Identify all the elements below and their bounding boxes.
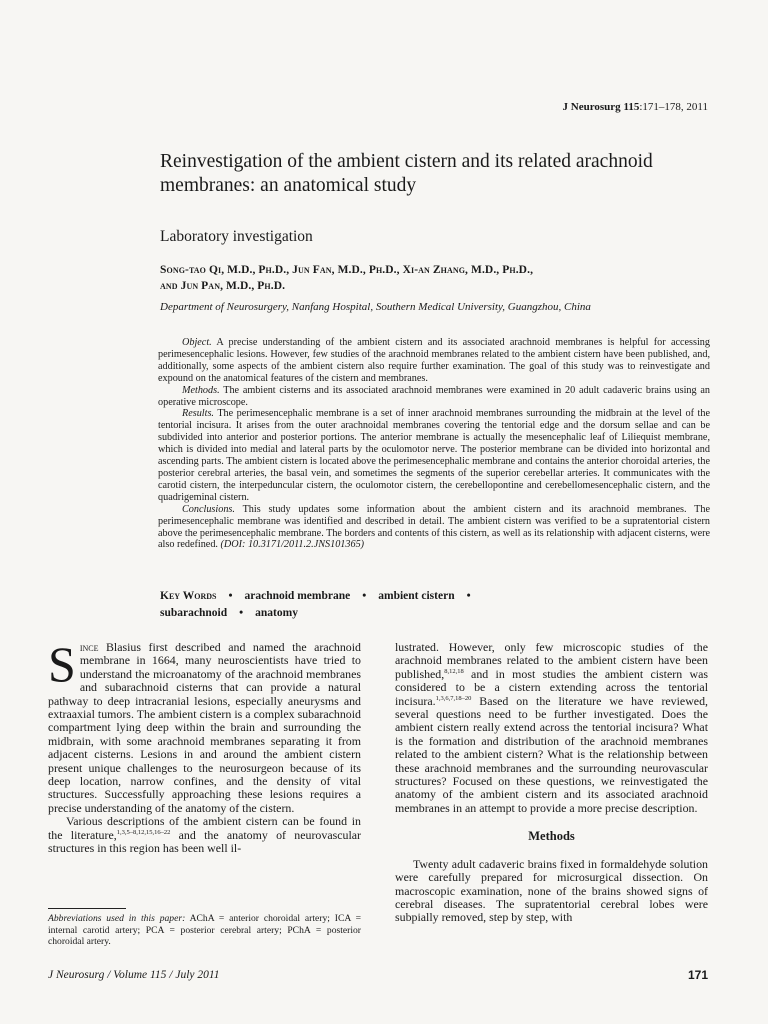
keywords-label: Key Words (160, 590, 217, 602)
citation-ref[interactable]: 8,12,18 (444, 667, 464, 675)
drop-cap: S (48, 636, 76, 692)
article-type: Laboratory investigation (160, 228, 313, 245)
body-text: lustrated. However, only few microscopic studies of the arachnoid membranes related to the ambient cistern have been published, (395, 640, 708, 681)
abstract-object (158, 337, 710, 385)
keyword-item: anatomy (255, 607, 298, 619)
journal-citation (563, 101, 708, 113)
abstract-conclusions-label: Conclusions. (182, 503, 235, 515)
page-number: 171 (687, 968, 708, 982)
body-text: Based on the literature we have reviewed, several questions need to be further investigated. Does the ambient cistern really extend across the tentorial incisura? What is the formation and distribution of the arachnoid membranes related to the ambient cistern? What is the relationship between these arachnoid membranes and the surrounding neurovascular structures? Focused on these questions, we reinvestigated the anatomy of the ambient cistern and its associated arachnoid membranes in an attempt to provide a more precise description. (395, 693, 708, 815)
body-column-right (395, 641, 708, 925)
bullet-separator: • (466, 590, 471, 602)
abstract-methods-label: Methods. (182, 384, 220, 396)
body-paragraph (395, 641, 708, 815)
bullet-separator: • (228, 590, 233, 602)
intro-paragraph (48, 636, 361, 815)
journal-pages-year: :171–178, 2011 (639, 101, 708, 113)
abstract-object-text: A precise understanding of the ambient cistern and its associated arachnoid membranes is helpful for accessing perimesencephalic lesions. However, few studies of the arachnoid membranes related to the ambient cistern have been published, and, additionally, some aspects of the ambient cistern also require further examination. The goal of this study was to reinvestigate and expound on the anatomical features of the cistern and membranes. (158, 337, 710, 384)
doi-link[interactable]: (DOI: 10.3171/2011.2.JNS101365) (217, 539, 365, 551)
citation-ref[interactable]: 1,3,6,7,18–20 (435, 694, 472, 702)
abstract-methods-text: The ambient cisterns and its associated arachnoid membranes were examined in 20 adult cadaveric brains using an operative microscope. (158, 384, 710, 408)
body-column-left (48, 636, 361, 856)
keywords (160, 588, 720, 622)
journal-volume: 115 (623, 101, 640, 113)
methods-paragraph: Twenty adult cadaveric brains fixed in formaldehyde solution were carefully prepared for microsurgical dissection. On macroscopic examination, none of the brains showed signs of cerebral diseases. The supratentorial cerebral lobes were subpially removed, step by step, with (395, 856, 708, 925)
abstract-results-label: Results. (182, 408, 214, 420)
bullet-separator: • (239, 607, 244, 619)
keyword-item: ambient cistern (378, 590, 455, 602)
citation-ref[interactable]: 1,3,5–8,12,15,16–22 (116, 828, 171, 836)
abstract-object-label: Object. (182, 337, 212, 348)
keyword-item: arachnoid membrane (244, 590, 351, 602)
body-text: and in most studies the ambient cistern was considered to be a cistern extending across the tentorial incisura. (395, 666, 708, 708)
author-list (160, 262, 720, 294)
journal-name: J Neurosurg (562, 101, 621, 113)
footer-journal: J Neurosurg / Volume 115 / July 2011 (48, 969, 220, 981)
article-title: Reinvestigation of the ambient cistern and its related arachnoid membranes: an anatomical study (160, 151, 653, 196)
abstract-results (158, 408, 710, 503)
author-line-2: and Jun Pan, M.D., Ph.D. (160, 280, 286, 292)
footnote-rule (48, 908, 126, 909)
affiliation: Department of Neurosurgery, Nanfang Hospital, Southern Medical University, Guangzhou, China (160, 301, 591, 313)
bullet-separator: • (362, 590, 367, 602)
keyword-item: subarachnoid (160, 607, 228, 619)
abstract-methods (158, 385, 710, 409)
author-line-1: Song-tao Qi, M.D., Ph.D., Jun Fan, M.D., Ph.D., Xi-an Zhang, M.D., Ph.D., (160, 264, 534, 276)
footnote (48, 913, 361, 948)
abstract-conclusions (158, 504, 710, 552)
footnote-label: Abbreviations used in this paper: (48, 913, 186, 924)
intro-text: Blasius first described and named the arachnoid membrane in 1664, many neuroscientists have tried to understand the microanatomy of the arachnoid membranes and subarachnoid cisterns that can provide a natural pathway to deep intracranial lesions, especially aneurysms and extraaxial tumors. The ambient cistern is a complex subarachnoid compartment lying deep within the brain and surrounding the midbrain, with some arachnoid membranes separating it from adjacent cisterns. Lesions in and around the ambient cistern present unique challenges to the neurosurgeon because of its deep location, narrow confines, and the density of vital structures. Successfully approaching these lesions requires a precise understanding of the anatomy of the cistern. (48, 640, 361, 815)
methods-heading: Methods (528, 829, 575, 844)
abstract-results-text: The perimesencephalic membrane is a set of inner arachnoid membranes surrounding the midbrain at the level of the tentorial incisura. It arises from the outer arachnoidal membranes covering the tentorial edge and the dorsum sellae and can be subdivided into anterior and posterior portions. The anterior membrane is actually the mesencephalic leaf of Liliequist membrane, which is divided into medial and lateral parts by the oculomotor nerve. The posterior membrane can be divided into horizontal and ascending parts. The ambient cistern is located above the perimesencephalic membrane and contains the anterior choroidal arteries, the posterior cerebral arteries, the basal vein, and sometimes the segments of the superior cerebellar arteries. It communicates with the carotid cistern, the interpeduncular cistern, the oculomotor cistern, the cerebellopontine and cerebellomesencephalic cistern, and the quadrigeminal cistern. (158, 408, 710, 503)
body-text: and the anatomy of neurovascular structures in this region has been well il- (48, 827, 361, 856)
footnote-text: AChA = anterior choroidal artery; ICA = internal carotid artery; PCA = posterior cerebral artery; PChA = posterior choroidal artery. (48, 913, 361, 948)
abstract (158, 337, 710, 551)
body-paragraph (48, 815, 361, 855)
intro-smallcaps: ince (79, 640, 99, 654)
body-text: Various descriptions of the ambient cistern can be found in the literature, (48, 814, 361, 842)
abstract-conclusions-text: This study updates some information about the ambient cistern and its arachnoid membranes. The perimesencephalic membrane was identified and described in detail. The ambient cistern was verified to be a supratentorial cistern above the perimesencephalic membrane. The borders and contents of this cistern, as well as its relationship with adjacent cisterns, were also redefined. (158, 503, 711, 551)
